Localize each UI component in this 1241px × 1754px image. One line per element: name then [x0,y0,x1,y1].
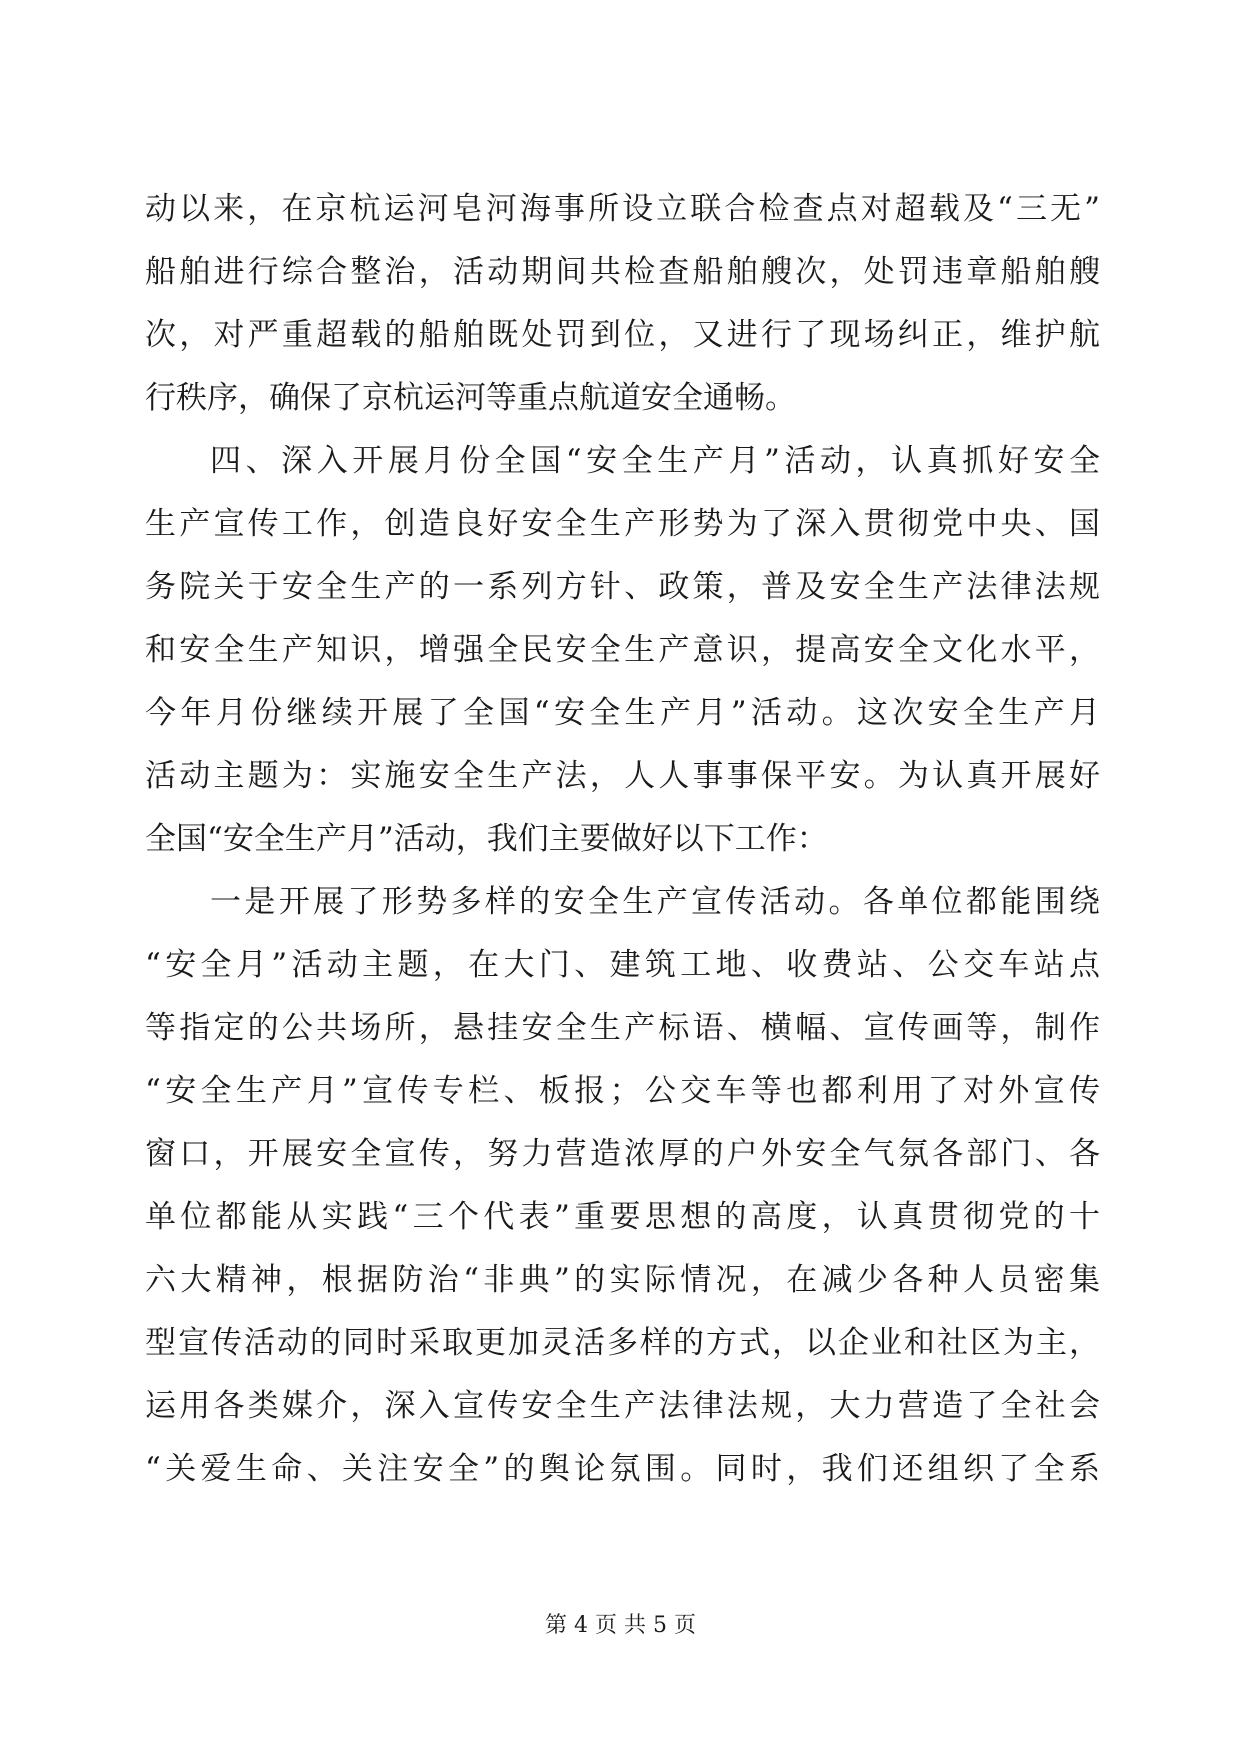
text-line [0,630,1241,670]
line-text: 窗口，开展安全宣传，努力营造浓厚的户外安全气氛各部门、各 [145,1136,1104,1172]
text-line [0,252,1241,292]
line-text: “安全月”活动主题，在大门、建筑工地、收费站、公交车站点 [145,947,1105,983]
text-line [0,1386,1241,1426]
text-line [0,1260,1241,1300]
line-text: 今年月份继续开展了全国“安全生产月”活动。这次安全生产月 [145,695,1105,731]
line-text: 四、深入开展月份全国“安全生产月”活动，认真抓好安全 [210,443,1105,479]
text-line [0,693,1241,733]
text-line [0,1449,1241,1489]
page-number: 第 4 页 共 5 页 [545,1613,696,1638]
text-line [0,1071,1241,1111]
text-line [0,819,1241,859]
text-line [0,756,1241,796]
line-text: 型宣传活动的同时采取更加灵活多样的方式，以企业和社区为主， [145,1325,1102,1361]
line-text: 活动主题为：实施安全生产法，人人事事保平安。为认真开展好 [145,758,1104,794]
text-line [0,1134,1241,1174]
text-line [0,882,1241,922]
line-text: 生产宣传工作，创造良好安全生产形势为了深入贯彻党中央、国 [145,506,1104,542]
text-line [0,504,1241,544]
text-line [0,1323,1241,1363]
line-text: 次，对严重超载的船舶既处罚到位，又进行了现场纠正，维护航 [145,317,1104,353]
text-line [0,441,1241,481]
line-text: 行秩序，确保了京杭运河等重点航道安全通畅。 [145,380,796,416]
line-text: 和安全生产知识，增强全民安全生产意识，提高安全文化水平， [145,632,1104,668]
line-text: 一是开展了形势多样的安全生产宣传活动。各单位都能围绕 [210,884,1104,920]
text-line [0,378,1241,418]
text-line [0,189,1241,229]
page-footer [0,1611,1241,1641]
text-line [0,1197,1241,1237]
line-text: 动以来，在京杭运河皂河海事所设立联合检查点对超载及“三无” [145,191,1104,227]
line-text: 运用各类媒介，深入宣传安全生产法律法规，大力营造了全社会 [145,1388,1104,1424]
line-text: 单位都能从实践“三个代表”重要思想的高度，认真贯彻党的十 [145,1199,1105,1235]
text-line [0,945,1241,985]
line-text: 务院关于安全生产的一系列方针、政策，普及安全生产法律法规 [145,569,1104,605]
text-line [0,315,1241,355]
text-line [0,567,1241,607]
line-text: “安全生产月”宣传专栏、板报；公交车等也都利用了对外宣传 [145,1073,1105,1109]
line-text: “关爱生命、关注安全”的舆论氛围。同时，我们还组织了全系 [145,1451,1105,1487]
line-text: 船舶进行综合整治，活动期间共检查船舶艘次，处罚违章船舶艘 [145,254,1104,290]
line-text: 等指定的公共场所，悬挂安全生产标语、横幅、宣传画等，制作 [145,1010,1104,1046]
line-text: 六大精神，根据防治“非典”的实际情况，在减少各种人员密集 [145,1262,1105,1298]
text-line [0,1008,1241,1048]
line-text: 全国“安全生产月”活动，我们主要做好以下工作： [145,821,828,857]
